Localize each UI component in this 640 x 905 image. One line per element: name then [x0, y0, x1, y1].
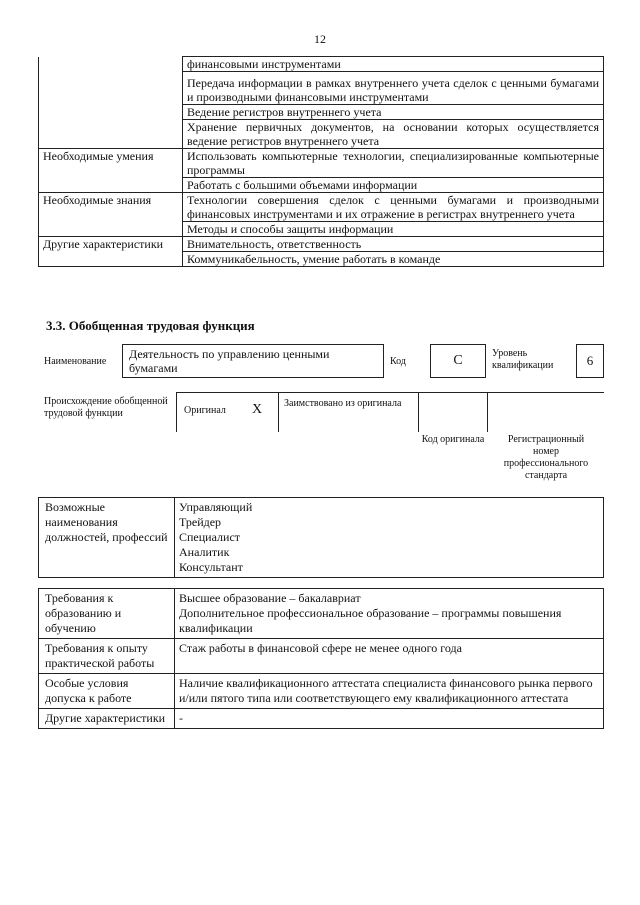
- table-cell: Высшее образование – бакалавриат Дополнительное профессиональное образование – программы повышения квалификации: [175, 589, 604, 639]
- table-label-cell: [39, 57, 183, 149]
- requirements-table: [38, 588, 604, 729]
- table-label-cell: Необходимые знания: [39, 193, 183, 237]
- section-title: 3.3. Обобщенная трудовая функция: [46, 318, 255, 333]
- table-cell: финансовыми инструментами: [183, 57, 604, 72]
- table-label-cell: Другие характеристики: [39, 237, 183, 267]
- table-cell: Технологии совершения сделок с ценными бумагами и производными финансовых инструментами и их отражение в регистрах внутреннего учета: [183, 193, 604, 222]
- position-item: Специалист: [179, 530, 241, 544]
- table-cell: Передача информации в рамках внутреннего учета сделок с ценными бумагами и производными финансовыми инструментами: [183, 72, 604, 105]
- level-label: Уровень квалификации: [492, 348, 554, 371]
- code-original-box: [418, 392, 488, 432]
- position-item: Консультант: [179, 560, 243, 574]
- table-cell: Наличие квалификационного аттестата специалиста финансового рынка первого и/или пятого типа или соответствующего ему квалификационного аттестата: [175, 674, 604, 709]
- table-cell: Хранение первичных документов, на основании которых осуществляется ведение регистров внутреннего учета: [183, 120, 604, 149]
- name-label: Наименование: [44, 356, 107, 367]
- table-label-cell: Возможные наименования должностей, профессий: [39, 498, 175, 578]
- code-label: Код: [390, 356, 406, 367]
- positions-list: [175, 498, 604, 578]
- position-item: Трейдер: [179, 515, 222, 529]
- table-label-cell: Требования к опыту практической работы: [39, 639, 175, 674]
- positions-table: [38, 497, 604, 578]
- table-label-cell: Особые условия допуска к работе: [39, 674, 175, 709]
- table-cell: Стаж работы в финансовой сфере не менее одного года: [175, 639, 604, 674]
- table-label-cell: Требования к образованию и обучению: [39, 589, 175, 639]
- skills-table: [38, 56, 604, 267]
- table-cell: Методы и способы защиты информации: [183, 222, 604, 237]
- table-label-cell: Необходимые умения: [39, 149, 183, 193]
- code-caption: Код оригинала: [421, 434, 485, 445]
- code-value: C: [430, 344, 486, 378]
- page-number: 12: [314, 32, 326, 46]
- table-cell: Коммуникабельность, умение работать в команде: [183, 252, 604, 267]
- level-value: 6: [576, 344, 604, 378]
- table-cell: Работать с большими объемами информации: [183, 178, 604, 193]
- name-value: Деятельность по управлению ценными бумагами: [122, 344, 384, 378]
- position-item: Аналитик: [179, 545, 230, 559]
- table-cell: -: [175, 709, 604, 729]
- position-item: Управляющий: [179, 500, 253, 514]
- divider: [278, 392, 279, 432]
- table-cell: Использовать компьютерные технологии, специализированные компьютерные программы: [183, 149, 604, 178]
- origin-label: Происхождение обобщенной трудовой функции: [44, 396, 168, 419]
- borrowed-label: Заимствовано из оригинала: [284, 398, 402, 409]
- reg-caption: Регистрационный номер профессионального стандарта: [503, 434, 589, 481]
- table-label-cell: Другие характеристики: [39, 709, 175, 729]
- original-label: Оригинал: [184, 405, 226, 416]
- table-cell: Ведение регистров внутреннего учета: [183, 105, 604, 120]
- original-mark: X: [252, 402, 263, 417]
- table-cell: Внимательность, ответственность: [183, 237, 604, 252]
